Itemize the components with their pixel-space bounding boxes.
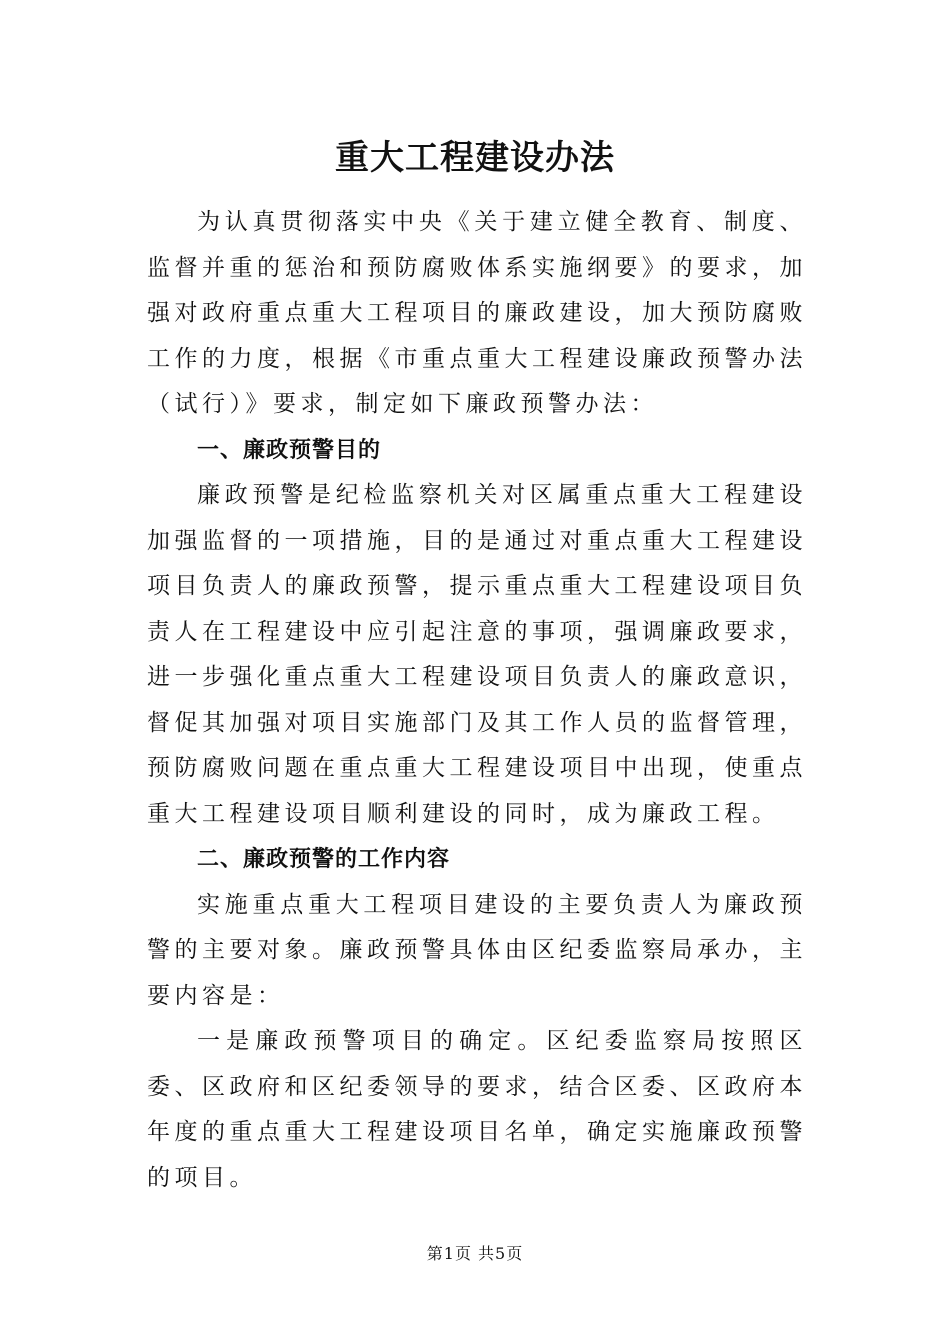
section-paragraph-content: 实施重点重大工程项目建设的主要负责人为廉政预警的主要对象。廉政预警具体由区纪委监察局承办，主要内容是：	[147, 891, 807, 1009]
intro-paragraph: 为认真贯彻落实中央《关于建立健全教育、制度、监督并重的惩治和预防腐败体系实施纲要》的要求，加强对政府重点重大工程项目的廉政建设，加大预防腐败工作的力度，根据《市重点重大工程建设廉政预警办法（试行）》要求，制定如下廉政预警办法：	[147, 209, 807, 417]
section-heading-content: 二、廉政预警的工作内容	[197, 847, 451, 872]
document-title: 重大工程建设办法	[335, 138, 615, 178]
section-paragraph-purpose: 廉政预警是纪检监察机关对区属重点重大工程建设加强监督的一项措施，目的是通过对重点重大工程建设项目负责人的廉政预警，提示重点重大工程建设项目负责人在工程建设中应引起注意的事项，强调廉政要求，进一步强化重点重大工程建设项目负责人的廉政意识，督促其加强对项目实施部门及其工作人员的监督管理，预防腐败问题在重点重大工程建设项目中出现，使重点重大工程建设项目顺利建设的同时，成为廉政工程。	[147, 482, 807, 827]
section-paragraph-item-one: 一是廉政预警项目的确定。区纪委监察局按照区委、区政府和区纪委领导的要求，结合区委、区政府本年度的重点重大工程建设项目名单，确定实施廉政预警的项目。	[147, 1028, 807, 1191]
page-footer: 第1页 共5页	[426, 1244, 524, 1263]
document-body	[147, 200, 807, 1201]
section-heading-purpose: 一、廉政预警目的	[197, 437, 382, 463]
